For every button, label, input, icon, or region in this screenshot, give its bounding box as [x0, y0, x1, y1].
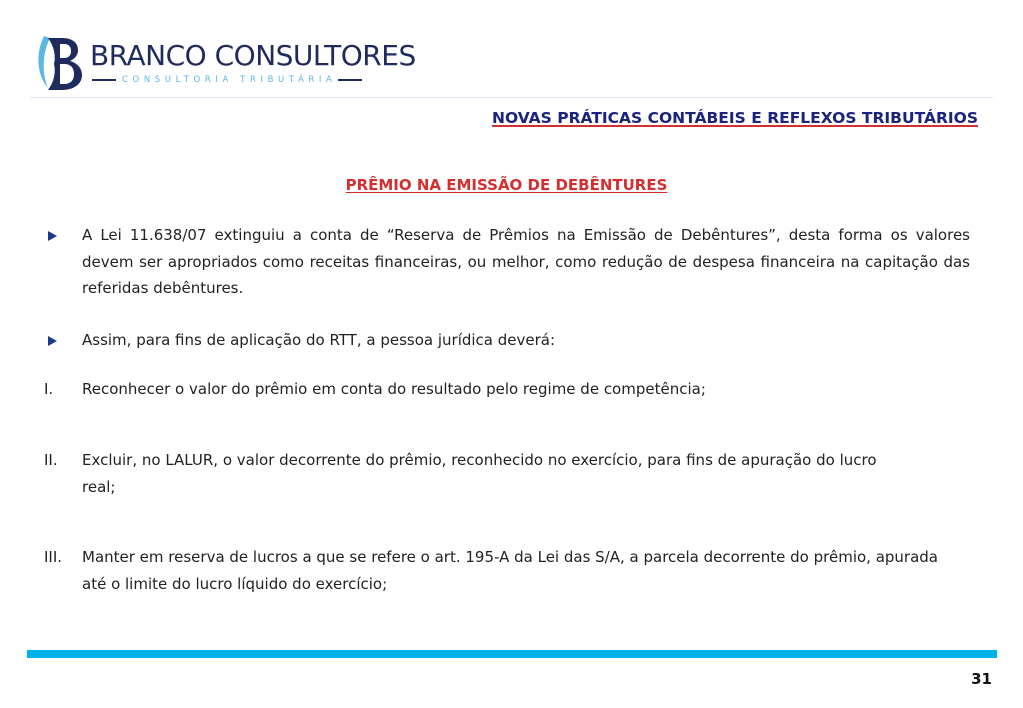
bullet-arrow-icon [48, 231, 57, 241]
header-title: NOVAS PRÁTICAS CONTÁBEIS E REFLEXOS TRIBUTÁRIOS [492, 109, 978, 127]
item-number-1: I. [44, 380, 54, 398]
item-text-1: Reconhecer o valor do prêmio em conta do resultado pelo regime de competência; [82, 380, 706, 398]
logo-subtitle-row [92, 75, 362, 85]
bullet-arrow-icon [48, 336, 57, 346]
item-number-3: III. [44, 548, 63, 566]
section-title: PRÊMIO NA EMISSÃO DE DEBÊNTURES [345, 176, 668, 194]
logo-subtitle: CONSULTORIA TRIBUTÁRIA [122, 75, 337, 85]
header-divider [30, 97, 993, 98]
footer-bar [27, 650, 997, 658]
logo-name: BRANCO CONSULTORES [90, 39, 416, 72]
item-text-3: Manter em reserva de lucros a que se refere o art. 195-A da Lei das S/A, a parcela decorrente do prêmio, apurada até o limite do lucro líquido do exercício; [82, 548, 939, 593]
bullet-paragraph-1: A Lei 11.638/07 extinguiu a conta de “Reserva de Prêmios na Emissão de Debêntures”, desta forma os valores devem ser apropriados como receitas financeiras, ou melhor, como redução de despesa financeira na capitação das referidas debêntures. [82, 226, 970, 297]
item-text-2: Excluir, no LALUR, o valor decorrente do prêmio, reconhecido no exercício, para fins de apuração do lucro real; [82, 451, 877, 496]
logo-left-dash [92, 79, 116, 81]
logo-b-mark-icon [34, 30, 88, 94]
item-number-2: II. [44, 451, 58, 469]
company-logo [34, 30, 414, 94]
bullet-paragraph-2: Assim, para fins de aplicação do RTT, a pessoa jurídica deverá: [82, 331, 556, 349]
page-number: 31 [971, 670, 992, 688]
logo-right-dash [338, 79, 362, 81]
